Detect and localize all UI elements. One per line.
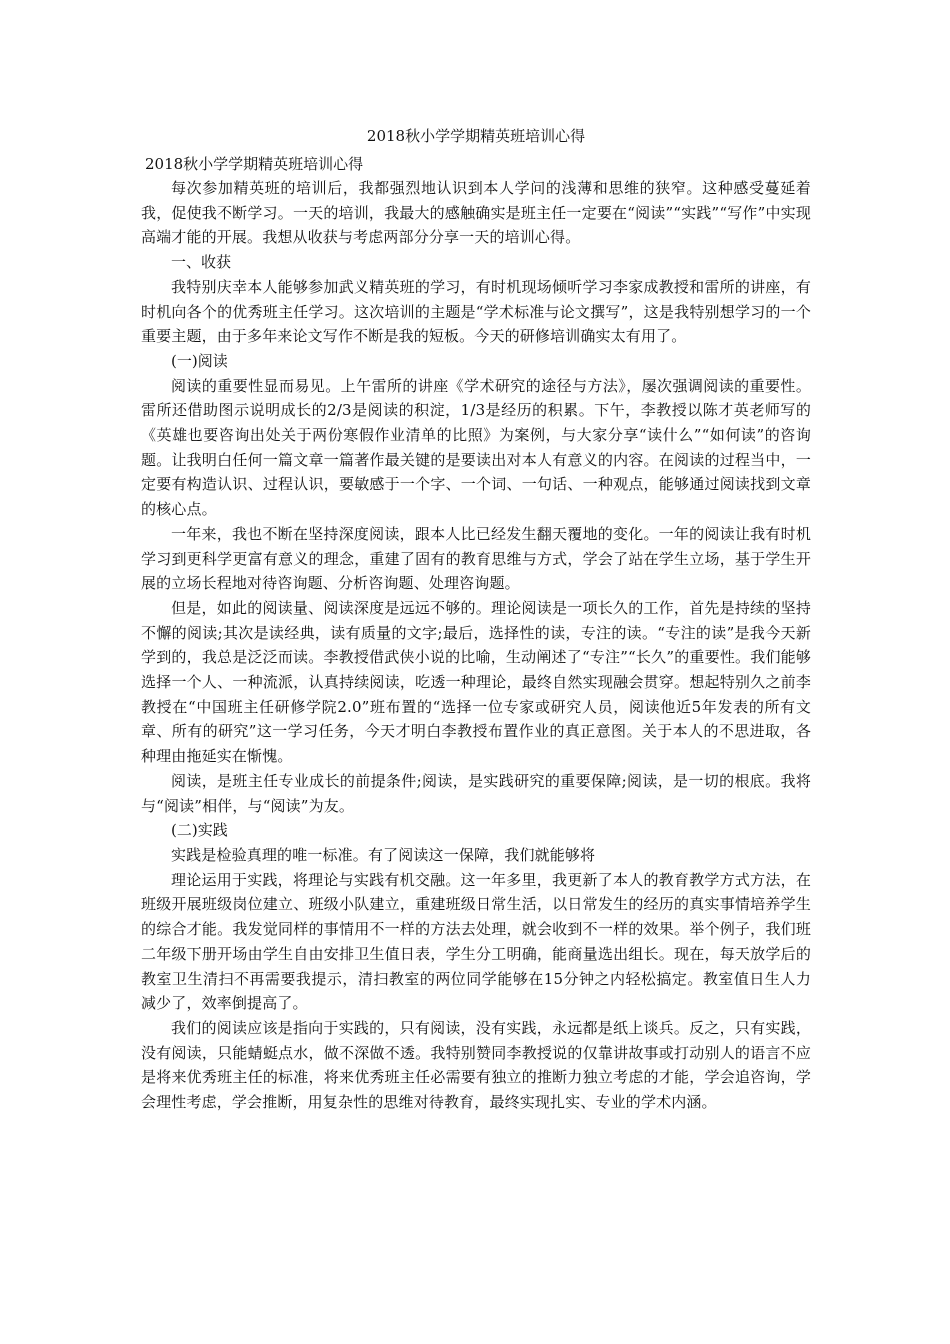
document-subtitle: 2018秋小学学期精英班培训心得	[145, 155, 364, 173]
section-heading-harvest: 一、收获	[171, 253, 232, 272]
paragraph: 但是，如此的阅读量、阅读深度是远远不够的。理论阅读是一项长久的工作，首先是持续的坚持不懈的阅读;其次是读经典，读有质量的文字;最后，选择性的读，专注的读。“专注的读”是我今天新学到的，我总是泛泛而读。李教授借武侠小说的比喻，生动阐述了“专注”“长久”的重要性。我们能够选择一个人、一种流派，认真持续阅读，吃透一种理论，最终自然实现融会贯穿。想起特别久之前李教授在“中国班主任研修学院2.0”班布置的“选择一位专家或研究人员，阅读他近5年发表的所有文章、所有的研究”这一学习任务，今天才明白李教授布置作业的真正意图。关于本人的不思进取，各种理由拖延实在惭愧。	[141, 598, 811, 766]
paragraph: 阅读的重要性显而易见。上午雷所的讲座《学术研究的途径与方法》，屡次强调阅读的重要性。雷所还借助图示说明成长的2/3是阅读的积淀，1/3是经历的积累。下午，李教授以陈才英老师写的《英雄也要咨询出处关于两份寒假作业清单的比照》为案例，与大家分享“读什么”“如何读”的咨询题。让我明白任何一篇文章一篇著作最关键的是要读出对本人有意义的内容。在阅读的过程当中，一定要有构造认识、过程认识，要敏感于一个字、一个词、一句话、一种观点，能够通过阅读找到文章的核心点。	[141, 376, 811, 519]
document-page	[141, 124, 811, 1115]
paragraph: 实践是检验真理的唯一标准。有了阅读这一保障，我们就能够将	[171, 845, 596, 864]
paragraph: 一年来，我也不断在坚持深度阅读，跟本人比已经发生翻天覆地的变化。一年的阅读让我有时机学习到更科学更富有意义的理念，重建了固有的教育思维与方式，学会了站在学生立场，基于学生开展的立场长程地对待咨询题、分析咨询题、处理咨询题。	[141, 524, 811, 593]
paragraph: 我们的阅读应该是指向于实践的，只有阅读，没有实践，永远都是纸上谈兵。反之，只有实践，没有阅读，只能蜻蜓点水，做不深做不透。我特别赞同李教授说的仅靠讲故事或打动别人的语言不应是将来优秀班主任的标准，将来优秀班主任必需要有独立的推断力独立考虑的才能，学会追咨询，学会理性考虑，学会推断，用复杂性的思维对待教育，最终实现扎实、专业的学术内涵。	[141, 1018, 811, 1112]
paragraph: 理论运用于实践，将理论与实践有机交融。这一年多里，我更新了本人的教育教学方式方法，在班级开展班级岗位建立、班级小队建立，重建班级日常生活，以日常发生的经历的真实事情培养学生的综合才能。我发觉同样的事情用不一样的方法去处理，就会收到不一样的效果。举个例子，我们班二年级下册开场由学生自由安排卫生值日表，学生分工明确，能商量选出组长。现在，每天放学后的教室卫生清扫不再需要我提示，清扫教室的两位同学能够在15分钟之内轻松搞定。教室值日生人力减少了，效率倒提高了。	[141, 870, 811, 1013]
paragraph: 阅读，是班主任专业成长的前提条件;阅读，是实践研究的重要保障;阅读，是一切的根底。我将与“阅读”相伴，与“阅读”为友。	[141, 771, 811, 815]
section-heading-practice: (二)实践	[171, 821, 228, 840]
section-heading-reading: (一)阅读	[171, 351, 228, 370]
document-title: 2018秋小学学期精英班培训心得	[366, 127, 586, 145]
paragraph: 我特别庆幸本人能够参加武义精英班的学习，有时机现场倾听学习李家成教授和雷所的讲座，有时机向各个的优秀班主任学习。这次培训的主题是“学术标准与论文撰写”，这是我特别想学习的一个重要主题，由于多年来论文写作不断是我的短板。今天的研修培训确实太有用了。	[141, 277, 811, 346]
paragraph: 每次参加精英班的培训后，我都强烈地认识到本人学问的浅薄和思维的狭窄。这种感受蔓延着我，促使我不断学习。一天的培训，我最大的感触确实是班主任一定要在“阅读”“实践”“写作”中实现高端才能的开展。我想从收获与考虑两部分分享一天的培训心得。	[141, 179, 811, 247]
